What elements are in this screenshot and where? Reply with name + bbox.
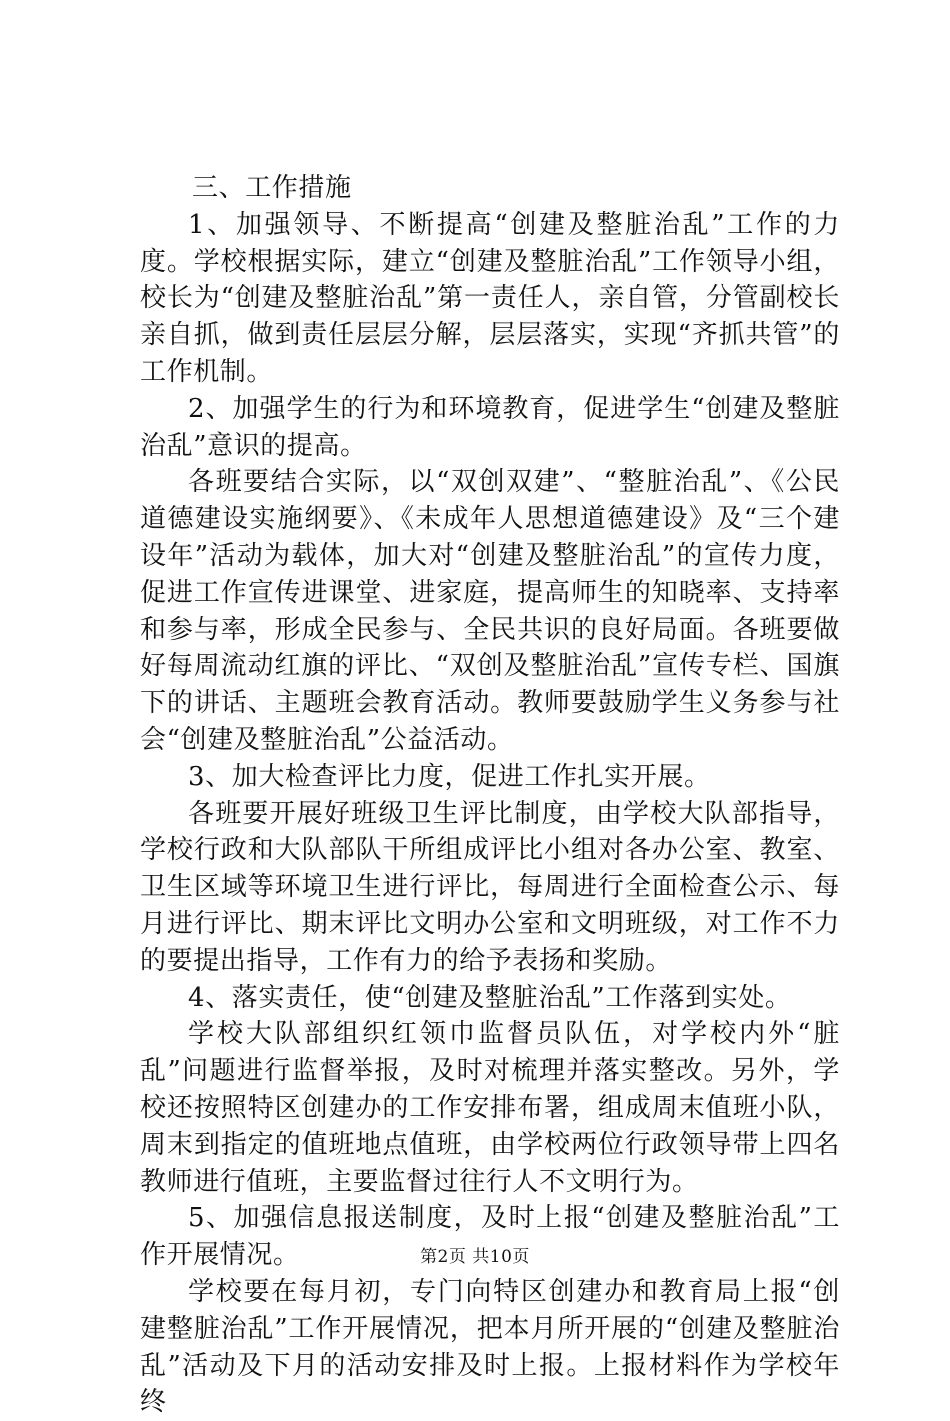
- paragraph-measure-2-detail: 各班要结合实际，以“双创双建”、“整脏治乱”、《公民道德建设实施纲要》、《未成年人思想道德建设》及“三个建设年”活动为载体，加大对“创建及整脏治乱”的宣传力度，促进工作宣传进课堂、进家庭，提高师生的知晓率、支持率和参与率，形成全民参与、全民共识的良好局面。各班要做好每周流动红旗的评比、“双创及整脏治乱”宣传专栏、国旗下的讲话、主题班会教育活动。教师要鼓励学生义务参与社会“创建及整脏治乱”公益活动。: [140, 467, 840, 755]
- page-number-footer: 第2页 共10页: [420, 1247, 530, 1267]
- paragraph-measure-3: 3、加大检查评比力度，促进工作扎实开展。: [188, 761, 711, 792]
- paragraph-measure-4: 4、落实责任，使“创建及整脏治乱”工作落到实处。: [188, 982, 792, 1013]
- section-heading: 三、工作措施: [192, 173, 352, 203]
- paragraph-measure-5: 5、加强信息报送制度，及时上报“创建及整脏治乱”工作开展情况。: [140, 1203, 840, 1271]
- paragraph-measure-2: 2、加强学生的行为和环境教育，促进学生“创建及整脏治乱”意识的提高。: [140, 393, 840, 461]
- paragraph-measure-3-detail: 各班要开展好班级卫生评比制度，由学校大队部指导，学校行政和大队部队干所组成评比小组对各办公室、教室、卫生区域等环境卫生进行评比，每周进行全面检查公示、每月进行评比、期末评比文明办公室和文明班级，对工作不力的要提出指导，工作有力的给予表扬和奖励。: [140, 798, 840, 976]
- paragraph-measure-5-detail: 学校要在每月初，专门向特区创建办和教育局上报“创建整脏治乱”工作开展情况，把本月所开展的“创建及整脏治乱”活动及下月的活动安排及时上报。上报材料作为学校年终: [140, 1276, 840, 1418]
- document-body: [140, 170, 840, 1421]
- paragraph-measure-4-detail: 学校大队部组织红领巾监督员队伍，对学校内外“脏乱”问题进行监督举报，及时对梳理并落实整改。另外，学校还按照特区创建办的工作安排布署，组成周末值班小队，周末到指定的值班地点值班，由学校两位行政领导带上四名教师进行值班，主要监督过往行人不文明行为。: [140, 1019, 840, 1197]
- paragraph-measure-1: 1、加强领导、不断提高“创建及整脏治乱”工作的力度。学校根据实际，建立“创建及整脏治乱”工作领导小组，校长为“创建及整脏治乱”第一责任人，亲自管，分管副校长亲自抓，做到责任层层分解，层层落实，实现“齐抓共管”的工作机制。: [140, 209, 840, 387]
